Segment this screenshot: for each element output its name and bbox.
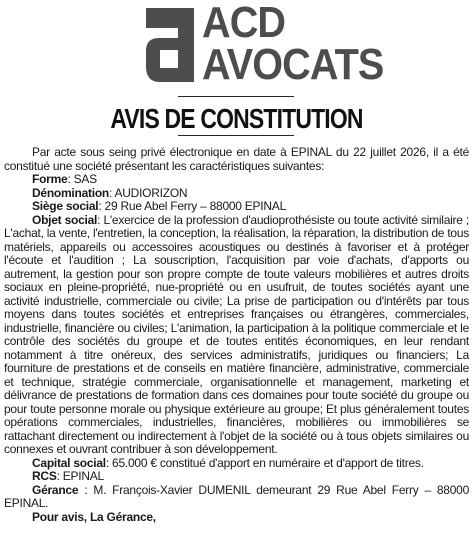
logo-text-avocats: AVOCATS <box>202 40 384 89</box>
page-title: AVIS DE CONSTITUTION <box>110 103 363 134</box>
field-capital <box>4 457 469 471</box>
gerance-label: Gérance <box>32 482 79 497</box>
rcs-label: RCS <box>32 469 57 483</box>
closing-line <box>4 511 469 525</box>
forme-label: Forme <box>32 172 68 186</box>
title-rule-bottom <box>178 135 294 136</box>
field-siege <box>4 200 469 214</box>
objet-value: : L'exercice de la profession d'audioprothésiste ou toute activité similaire ; L'achat, la vente, l'entretien, la conception, la réalisation, la réparation, la distribution de tous matériels, appareils ou accessoires acoustiques ou destinés à favoriser et à protéger l'écoute et l'audition ; La souscription, l'acquisition par voie d'achats, d'apports ou autrement, la gestion pour son propre compte de toute valeurs mobilières et autres droits sociaux en pleine-propriété, nue-propriété ou en usufruit, de toutes sociétés ayant une activité industrielle, commerciale ou civile; La prise de participation ou d'intérêts par tous moyens dans toutes sociétés et entreprises françaises ou étrangères, commerciales, industrielle, financière ou civiles; L'animation, la participation à la politique commerciale et le contrôle des sociétés du groupe et de toutes entités économiques, en leur rendant notamment à titre onéreux, des services administratifs, juridiques ou financiers; La fourniture de prestations et de conseils en matière financière, administrative, commerciale et technique, stratégie commerciale, organisationnelle et management, marketing et délivrance de prestations de formation dans ces domaines pour toute société du groupe ou pour toute personne morale ou physique extérieure au groupe; Et plus généralement toutes opérations commerciales, industrielles, financières, mobilières ou immobilières se rattachant directement ou indirectement à l'objet de la société ou à tous objets similaires ou connexes et ouvrant contribuer à son développement. <box>4 212 470 456</box>
siege-value: : 29 Rue Abel Ferry – 88000 EPINAL <box>98 199 286 213</box>
notice-body <box>4 146 469 524</box>
field-objet <box>4 214 469 457</box>
capital-label: Capital social <box>32 455 106 470</box>
acd-avocats-logo <box>140 0 384 90</box>
field-gerance <box>4 484 469 511</box>
capital-value: : 65.000 € constitué d'apport en numéraire et d'apport de titres. <box>105 455 424 470</box>
denomination-value: : AUDIORIZON <box>109 185 188 200</box>
forme-value: : SAS <box>67 172 97 186</box>
objet-label: Objet social <box>32 212 98 227</box>
closing-text: Pour avis, La Gérance, <box>32 509 156 524</box>
siege-label: Siège social <box>32 199 99 213</box>
intro-paragraph <box>4 146 469 173</box>
logo-text-acd: ACD <box>202 0 286 47</box>
acd-monogram-icon <box>142 4 198 86</box>
rcs-value: : EPINAL <box>56 469 104 483</box>
intro-text: Par acte sous seing privé électronique en date à EPINAL du 22 juillet 2026, il a été constitué une société présentant les caractéristiques suivantes: <box>4 145 469 173</box>
field-rcs <box>4 470 469 484</box>
denomination-label: Dénomination <box>32 185 109 200</box>
field-forme <box>4 173 469 187</box>
title-rule-top <box>178 96 294 97</box>
field-denomination <box>4 187 469 201</box>
gerance-value: : M. François-Xavier DUMENIL demeurant 29 Rue Abel Ferry – 88000 EPINAL. <box>4 482 469 510</box>
